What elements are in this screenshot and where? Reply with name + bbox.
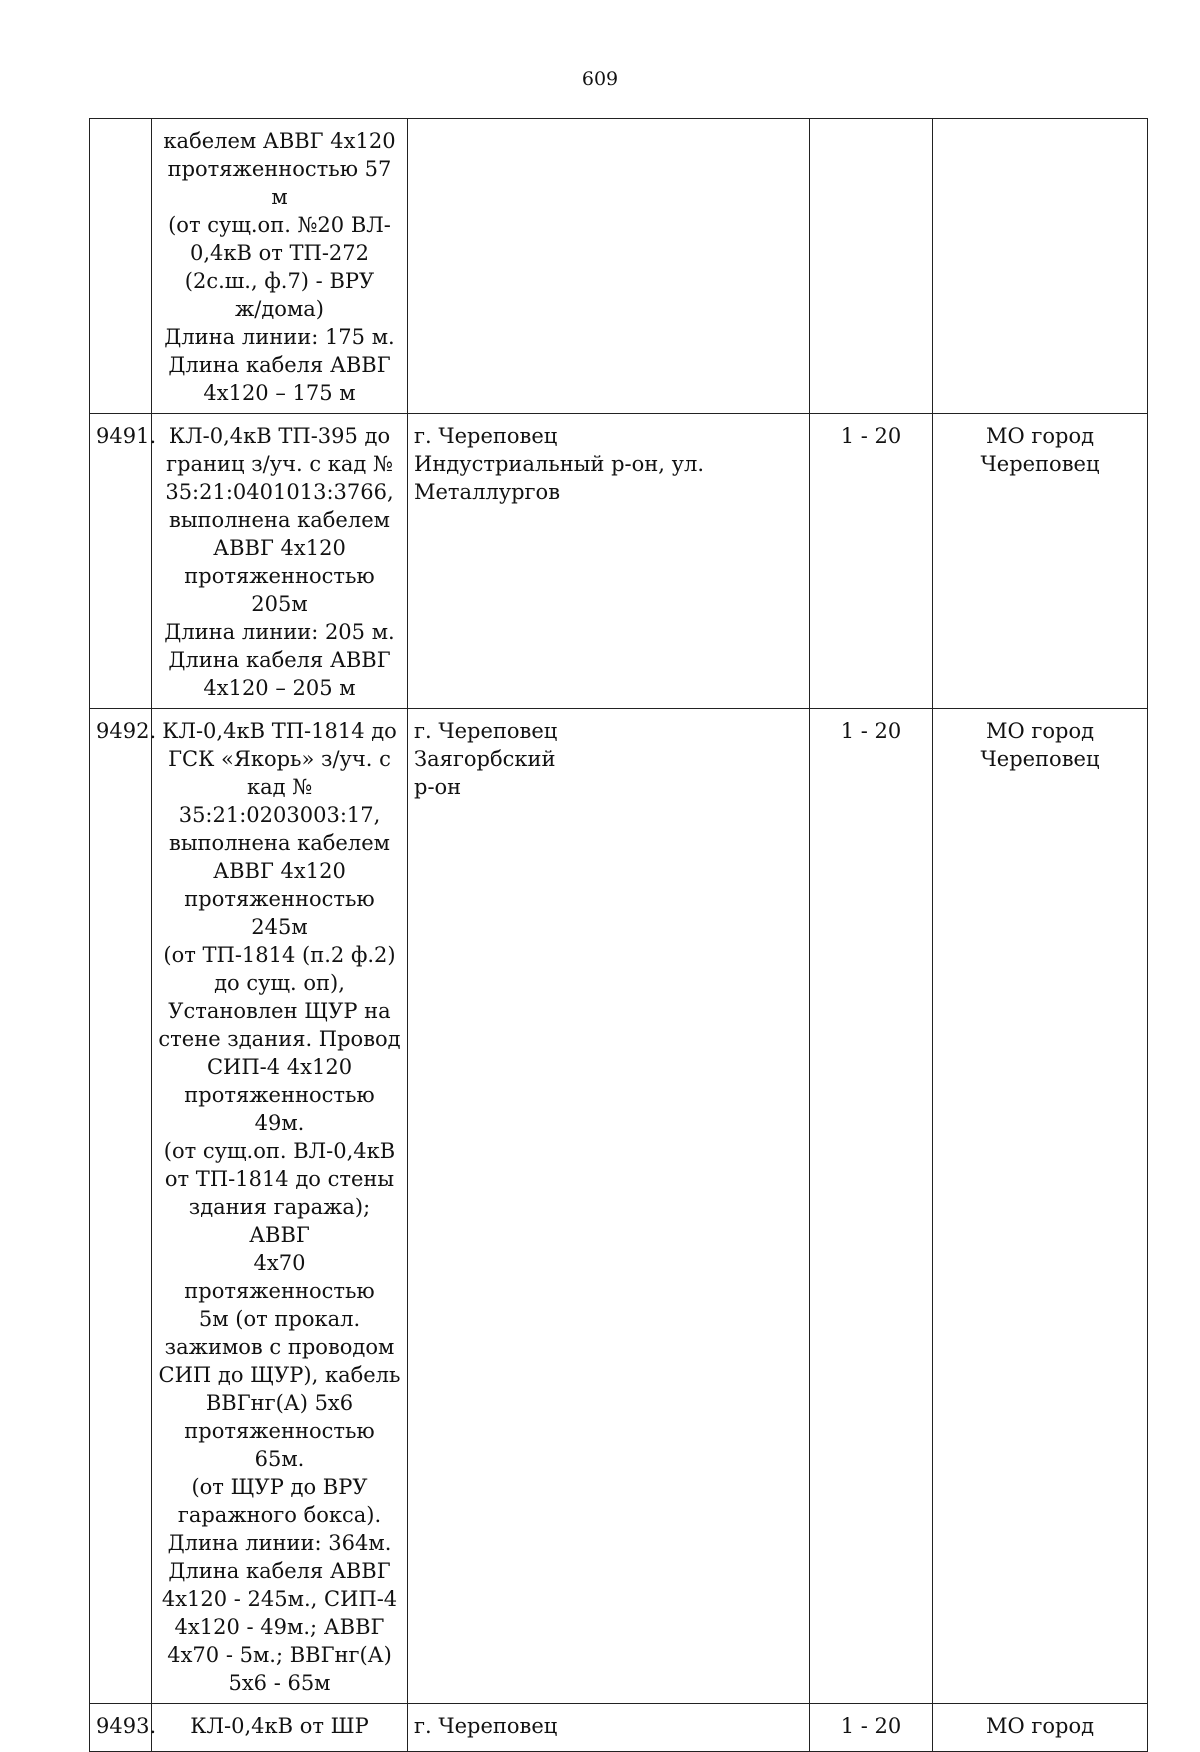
object-address: г. Череповец Заягорбский р-он: [408, 709, 810, 1704]
table-row: [90, 1704, 1148, 1752]
object-address: г. Череповец Индустриальный р-он, ул. Металлургов: [408, 414, 810, 709]
value-range: 1 - 20: [810, 1704, 933, 1752]
row-number: 9492.: [90, 709, 152, 1704]
object-description: КЛ-0,4кВ ТП-1814 до ГСК «Якорь» з/уч. с кад № 35:21:0203003:17, выполнена кабелем АВВГ 4х120 протяженностью 245м (от ТП-1814 (п.2 ф.2) до сущ. оп), Установлен ЩУР на стене здания. Провод СИП-4 4х120 протяженностью 49м. (от сущ.оп. ВЛ-0,4кВ от ТП-1814 до стены здания гаража); АВВГ 4х70 протяженностью 5м (от прокал. зажимов с проводом СИП до ЩУР), кабель ВВГнг(А) 5х6 протяженностью 65м. (от ЩУР до ВРУ гаражного бокса). Длина линии: 364м. Длина кабеля АВВГ 4х120 - 245м., СИП-4 4х120 - 49м.; АВВГ 4х70 - 5м.; ВВГнг(А) 5х6 - 65м: [152, 709, 408, 1704]
page-number: 609: [581, 68, 619, 90]
row-number: 9491.: [90, 414, 152, 709]
object-address: г. Череповец: [408, 1704, 810, 1752]
table-row: [90, 119, 1148, 414]
object-description: кабелем АВВГ 4х120 протяженностью 57 м (от сущ.оп. №20 ВЛ- 0,4кВ от ТП-272 (2с.ш., ф.7) - ВРУ ж/дома) Длина линии: 175 м. Длина кабеля АВВГ 4х120 – 175 м: [152, 119, 408, 414]
owner: [933, 119, 1148, 414]
registry-table: [89, 118, 1148, 1752]
object-address: [408, 119, 810, 414]
value-range: 1 - 20: [810, 709, 933, 1704]
value-range: [810, 119, 933, 414]
owner: МО город: [933, 1704, 1148, 1752]
table-row: [90, 709, 1148, 1704]
owner: МО город Череповец: [933, 709, 1148, 1704]
table-row: [90, 414, 1148, 709]
row-number: 9493.: [90, 1704, 152, 1752]
owner: МО город Череповец: [933, 414, 1148, 709]
object-description: КЛ-0,4кВ ТП-395 до границ з/уч. с кад № 35:21:0401013:3766, выполнена кабелем АВВГ 4х120 протяженностью 205м Длина линии: 205 м. Длина кабеля АВВГ 4х120 – 205 м: [152, 414, 408, 709]
row-number: [90, 119, 152, 414]
value-range: 1 - 20: [810, 414, 933, 709]
object-description: КЛ-0,4кВ от ШР: [152, 1704, 408, 1752]
